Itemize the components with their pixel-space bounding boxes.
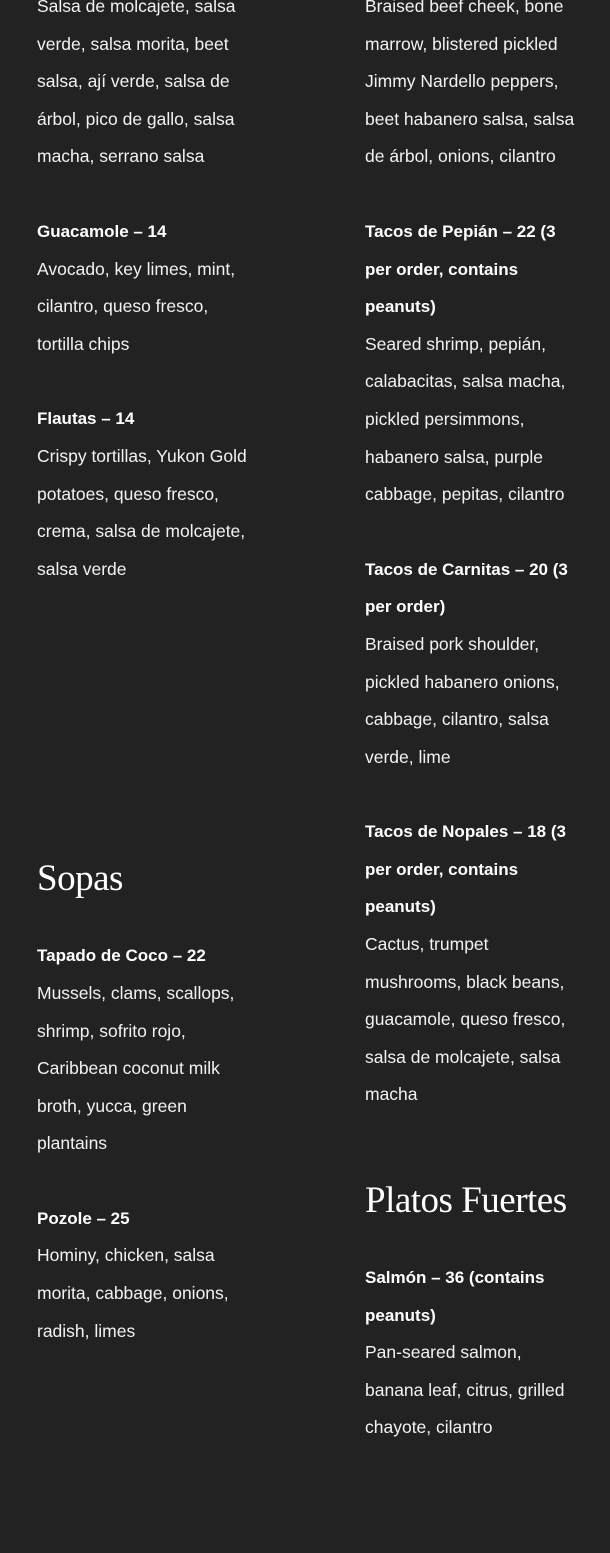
- menu-item-guacamole: [37, 213, 252, 363]
- section-title-sopas: Sopas: [37, 858, 123, 900]
- menu-column-left: [37, 0, 252, 1387]
- menu-item-description: Seared shrimp, pepián, calabacitas, salsa macha, pickled persimmons, habanero salsa, purple cabbage, pepitas, cilantro: [365, 333, 566, 505]
- column-spacer: [37, 625, 252, 857]
- menu-item-name: Flautas – 14: [37, 409, 135, 429]
- menu-item-description: Mussels, clams, scallops, shrimp, sofrito rojo, Caribbean coconut milk broth, yucca, green plantains: [37, 982, 235, 1154]
- menu-item-name: Salmón – 36 (contains peanuts): [365, 1268, 545, 1325]
- menu-item-description: Cactus, trumpet mushrooms, black beans, guacamole, queso fresco, salsa de molcajete, salsa macha: [365, 934, 566, 1105]
- menu-item-name: Pozole – 25: [37, 1208, 130, 1228]
- menu-item-tacos-de-nopales: [365, 813, 580, 1114]
- menu-item-name: Tacos de Carnitas – 20 (3 per order): [365, 559, 568, 617]
- menu-item-name: Tacos de Pepián – 22 (3 per order, contains peanuts): [365, 221, 556, 317]
- menu-item-name: Tapado de Coco – 22: [37, 946, 206, 966]
- menu-item-description: Hominy, chicken, salsa morita, cabbage, onions, radish, limes: [37, 1245, 229, 1341]
- menu-item-description: Pan-seared salmon, banana leaf, citrus, grilled chayote, cilantro: [365, 1342, 565, 1438]
- menu-item-description: Avocado, key limes, mint, cilantro, queso fresco, tortilla chips: [37, 258, 236, 354]
- menu-item-tapado-de-coco: [37, 937, 252, 1163]
- menu-item-name: Tacos de Nopales – 18 (3 per order, contains peanuts): [365, 822, 566, 917]
- menu-item-beef-cheek: [365, 0, 580, 176]
- menu-item-salmon: [365, 1259, 580, 1447]
- menu-item-description: Braised pork shoulder, pickled habanero onions, cabbage, cilantro, salsa verde, lime: [365, 633, 560, 767]
- menu-item-tacos-de-pepian: [365, 213, 580, 514]
- column-spacer: [365, 1151, 580, 1179]
- menu-item-description: Salsa de molcajete, salsa verde, salsa morita, beet salsa, ají verde, salsa de árbol, pico de gallo, salsa macha, serrano salsa: [37, 0, 236, 167]
- menu-item-salsas: [37, 0, 252, 176]
- menu-item-pozole: [37, 1200, 252, 1350]
- menu-column-right: [365, 0, 580, 1484]
- menu-item-name: Guacamole – 14: [37, 221, 167, 241]
- menu-item-description: Braised beef cheek, bone marrow, blistered pickled Jimmy Nardello peppers, beet habanero salsa, salsa de árbol, onions, cilantro: [365, 0, 575, 167]
- menu-item-flautas: [37, 400, 252, 588]
- menu-item-description: Crispy tortillas, Yukon Gold potatoes, queso fresco, crema, salsa de molcajete, salsa verde: [37, 445, 247, 579]
- section-title-platos-fuertes: Platos Fuertes: [365, 1180, 567, 1222]
- menu-item-tacos-de-carnitas: [365, 551, 580, 777]
